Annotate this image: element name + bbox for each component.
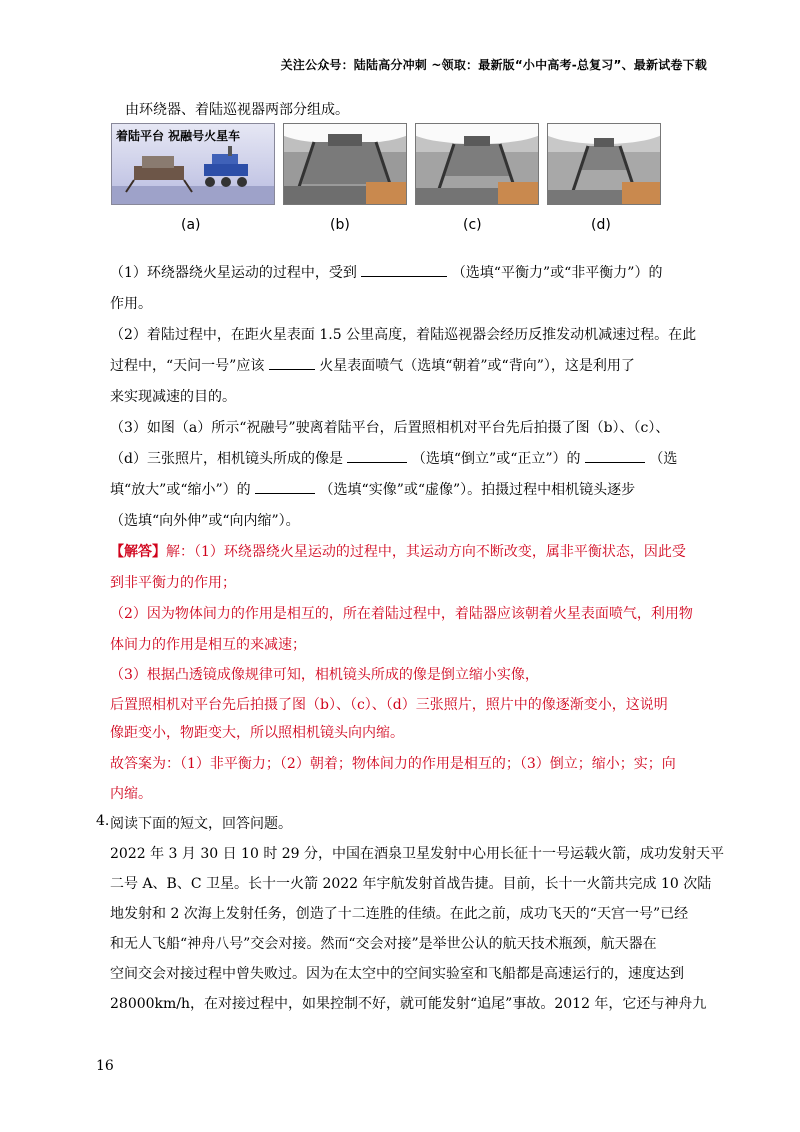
answer-line4: 体间力的作用是相互的来减速；: [110, 637, 306, 653]
q4-number: 4.: [96, 813, 110, 829]
answer-line8: 故答案为：（1）非平衡力；（2）朝着；物体间力的作用是相互的；（3）倒立；缩小；实；向: [110, 756, 676, 772]
q3-blank-3: [255, 481, 315, 494]
q2-text-b: 火星表面喷气（选填“朝着”或“背向”），这是利用了: [319, 358, 635, 374]
q2-line1: （2）着陆过程中，在距火星表面 1.5 公里高度，着陆巡视器会经历反推发动机减速过程。在此: [110, 327, 697, 343]
page-header: 关注公众号：陆陆高分冲刺 ~领取：最新版“小中高考-总复习”、最新试卷下载: [280, 58, 707, 72]
q4-para-5: 空间交会对接过程中曾失败过。因为在太空中的空间实验室和飞船都是高速运行的，速度达到: [110, 966, 684, 982]
photo-c: [415, 123, 539, 205]
caption-d: (d): [591, 217, 611, 233]
q1-blank: [361, 264, 447, 277]
q4-para-1: 2022 年 3 月 30 日 10 时 29 分，中国在酒泉卫星发射中心用长征十一号运载火箭，成功发射天平: [110, 846, 725, 862]
answer-line6: 后置照相机对平台先后拍摄了图（b）、（c）、（d）三张照片，照片中的像逐渐变小，这说明: [110, 697, 668, 713]
intro-text: 由环绕器、着陆巡视器两部分组成。: [125, 102, 349, 118]
answer-line2: 到非平衡力的作用；: [110, 575, 236, 591]
q4-para-6: 28000km/h，在对接过程中，如果控制不好，就可能发射“追尾”事故。2012 年，它还与神舟九: [110, 996, 707, 1012]
photo-d: [547, 123, 661, 205]
q4-title: 阅读下面的短文，回答问题。: [110, 816, 292, 832]
answer-line9: 内缩。: [110, 786, 152, 802]
q3-text-c: （选: [649, 451, 678, 467]
q1-text-b: （选填“平衡力”或“非平衡力”）的: [451, 265, 663, 281]
photo-a-label: 着陆平台 祝融号火星车: [116, 129, 241, 143]
caption-a: (a): [181, 217, 201, 233]
q2-blank: [269, 357, 315, 370]
answer-text-1: 解：（1）环绕器绕火星运动的过程中，其运动方向不断改变，属非平衡状态，因此受: [166, 544, 686, 560]
q1-text-a: （1）环绕器绕火星运动的过程中，受到: [110, 265, 357, 281]
q3-text-a: （d）三张照片，相机镜头所成的像是: [110, 451, 343, 467]
photo-b: [283, 123, 407, 205]
q1-line2: 作用。: [110, 296, 152, 312]
q3-line1: （3）如图（a）所示“祝融号”驶离着陆平台，后置照相机对平台先后拍摄了图（b）、（c）、: [110, 420, 670, 436]
q3-line3: [110, 479, 635, 499]
answer-line7: 像距变小，物距变大，所以照相机镜头向内缩。: [110, 725, 404, 741]
q3-line4: （选填“向外伸”或“向内缩”）。: [110, 513, 300, 529]
caption-c: (c): [463, 217, 482, 233]
q4-para-4: 和无人飞船“神舟八号”交会对接。然而“交会对接”是举世公认的航天技术瓶颈，航天器在: [110, 936, 657, 952]
answer-label: 【解答】: [110, 544, 166, 560]
page-number: 16: [96, 1058, 114, 1074]
q3-blank-2: [585, 450, 645, 463]
q2-text-a: 过程中，“天问一号”应该: [110, 358, 265, 374]
answer-line3: （2）因为物体间力的作用是相互的，所在着陆过程中，着陆器应该朝着火星表面喷气，利用物: [110, 606, 693, 622]
q3-line2: [110, 448, 677, 468]
figure-photos: [111, 123, 659, 235]
photo-a: [111, 123, 275, 205]
answer-line5: （3）根据凸透镜成像规律可知，相机镜头所成的像是倒立缩小实像，: [110, 667, 539, 683]
answer-line1: [110, 541, 686, 561]
caption-b: (b): [330, 217, 350, 233]
q4-para-2: 二号 A、B、C 卫星。长十一火箭 2022 年宇航发射首战告捷。目前，长十一火箭共完成 10 次陆: [110, 876, 712, 892]
q3-text-b: （选填“倒立”或“正立”）的: [411, 451, 581, 467]
q3-text-d: 填“放大”或“缩小”）的: [110, 482, 251, 498]
q3-text-e: （选填“实像”或“虚像”）。拍摄过程中相机镜头逐步: [319, 482, 636, 498]
q4-para-3: 地发射和 2 次海上发射任务，创造了十二连胜的佳绩。在此之前，成功飞天的“天宫一号”已经: [110, 906, 689, 922]
q1-line1: [110, 262, 662, 282]
q3-blank-1: [347, 450, 407, 463]
q2-line2: [110, 355, 635, 375]
q2-line3: 来实现减速的目的。: [110, 389, 236, 405]
